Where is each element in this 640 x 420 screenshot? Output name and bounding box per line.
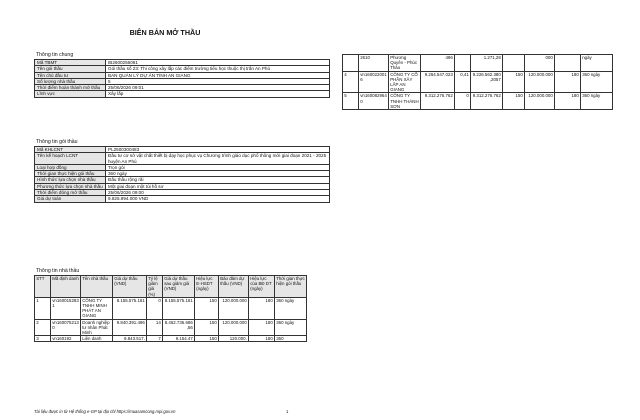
table-cell: CÔNG TY TNHH THÀNH SƠN bbox=[390, 93, 419, 109]
footer-text: Tài liệu được in từ Hệ thống e-GP tại địa chỉ https://muasamcong.mpi.gov.vn bbox=[34, 409, 176, 414]
col-header: Tỷ lệ giảm giá (%) bbox=[147, 276, 163, 298]
table-cell: 4 bbox=[343, 71, 359, 93]
general-label: Tên chủ đầu tư bbox=[35, 72, 106, 78]
table-cell: vn1600152831 bbox=[51, 297, 81, 319]
col-header: STT bbox=[35, 276, 51, 298]
col-header: Tên nhà thầu bbox=[81, 276, 113, 298]
table-cell bbox=[503, 55, 525, 72]
table-cell: 120.000.000 bbox=[219, 319, 249, 336]
general-heading: Thông tin chung bbox=[36, 52, 74, 58]
package-label: Giá dự toán bbox=[35, 196, 106, 202]
package-label: Mã KHLCNT bbox=[35, 147, 106, 153]
package-value: Một giai đoạn một túi hồ sơ bbox=[106, 183, 330, 189]
table-cell: 0,41 bbox=[455, 71, 471, 93]
table-cell: 9.264.547.023 bbox=[421, 71, 455, 93]
table-row bbox=[343, 93, 613, 110]
table-cell: vn1600829640 bbox=[359, 93, 389, 110]
table-cell: 150 bbox=[195, 336, 219, 342]
table-cell: 150 bbox=[195, 297, 219, 319]
table-cell: 9.840.391.496 bbox=[113, 319, 147, 336]
package-label: Thời gian thực hiện gói thầu bbox=[35, 171, 106, 177]
general-label: Mã TBMT bbox=[35, 60, 106, 66]
table-cell: 180 bbox=[249, 297, 275, 319]
package-label: Tên kế hoạch LCNT bbox=[35, 153, 106, 165]
package-value: Đấu thầu rộng rãi bbox=[106, 177, 330, 183]
package-heading: Thông tin gói thầu bbox=[36, 139, 78, 145]
table-cell: 360 ngày bbox=[275, 297, 307, 319]
table-cell: CÔNG TY CỔ PHẦN XÂY LẮP AN GIANG bbox=[389, 71, 421, 93]
table-cell: 9.154.47 bbox=[163, 336, 195, 342]
general-value: 5 bbox=[106, 78, 330, 84]
package-label: Thời điểm đóng mở thầu bbox=[35, 190, 106, 196]
general-value: BAN QUẢN LÝ DỰ ÁN TỈNH AN GIANG bbox=[106, 72, 330, 78]
table-cell: 180 bbox=[249, 319, 275, 336]
table-cell: 496 bbox=[421, 55, 455, 72]
package-value: 9.825.994.000 VND bbox=[106, 196, 330, 202]
table-cell: Doanh nghiệp tư nhân Phát Minh bbox=[81, 319, 113, 336]
bidders-cont-body bbox=[343, 55, 613, 110]
package-table bbox=[34, 146, 330, 203]
table-cell: 7 bbox=[147, 336, 163, 342]
package-value: Trọn gói bbox=[106, 164, 330, 170]
table-cell: 120.000.000 bbox=[219, 297, 249, 319]
table-cell: 9.843.517. bbox=[113, 336, 147, 342]
package-value: 25/06/2026 09:00 bbox=[106, 190, 330, 196]
table-cell: 9.312.276.762 bbox=[421, 93, 455, 110]
table-cell: Phương Quyên - Phúc Thảo bbox=[389, 55, 421, 72]
table-cell: 8.462.736.686,56 bbox=[163, 319, 195, 336]
table-row bbox=[35, 297, 307, 319]
col-header: Mã định danh bbox=[51, 276, 81, 298]
general-label: Tên gói thầu bbox=[35, 66, 106, 72]
table-cell: 180 bbox=[555, 71, 581, 93]
package-label: Phương thức lựa chọn nhà thầu bbox=[35, 183, 106, 189]
col-header: Thời gian thực hiện gói thầu bbox=[275, 276, 307, 298]
general-value: Gói thầu số 23: Thi công xây lắp các điểm trường tiểu học thuộc thị trấn An Phú bbox=[106, 66, 330, 72]
table-cell: 360 ngày bbox=[581, 71, 613, 93]
col-header: Hiệu lực E-HSDT (ngày) bbox=[195, 276, 219, 298]
table-cell: 14 bbox=[147, 319, 163, 336]
table-cell: 150 bbox=[195, 319, 219, 336]
package-value: Đầu tư cơ sở vật chất thiết bị dạy học phục vụ Chương trình giáo dục phổ thông mới giai đoạn 2021 - 2025 huyện An Phú bbox=[106, 153, 330, 165]
table-cell bbox=[555, 55, 581, 72]
table-cell: vn1600220016 bbox=[359, 71, 389, 93]
table-cell: 120.000. bbox=[219, 336, 249, 342]
table-row bbox=[343, 55, 613, 72]
table-row bbox=[35, 336, 307, 342]
table-cell: 1.271,28 bbox=[471, 55, 503, 72]
general-label: Số lượng nhà thầu bbox=[35, 78, 106, 84]
table-cell: 0 bbox=[455, 93, 471, 110]
table-cell: 2 bbox=[35, 319, 51, 336]
col-header: Giá dự thầu sau giảm giá (VND) bbox=[163, 276, 195, 298]
table-cell: 0 bbox=[147, 297, 163, 319]
table-cell: 180 bbox=[249, 336, 275, 342]
doc-title: BIÊN BẢN MỞ THẦU bbox=[129, 28, 201, 37]
table-cell: 150 bbox=[503, 93, 525, 110]
general-value: Xây lắp bbox=[106, 91, 330, 97]
table-cell: 3 bbox=[35, 336, 51, 342]
table-cell: 9.312.276.762 bbox=[471, 93, 503, 110]
table-cell: CÔNG TY TNHH MINH PHÁT AN GIANG bbox=[81, 297, 113, 319]
table-cell: 1 bbox=[35, 297, 51, 319]
bidders-table bbox=[34, 275, 307, 342]
table-cell: 000 bbox=[525, 55, 555, 72]
table-cell: 360 bbox=[275, 336, 307, 342]
table-cell: 5 bbox=[343, 93, 359, 110]
table-cell: 180 bbox=[555, 93, 581, 110]
bidders-cont-table bbox=[342, 54, 613, 110]
general-row bbox=[35, 91, 330, 97]
table-cell: 120.000.000 bbox=[525, 93, 555, 110]
table-cell: 9.226.562.380,2057 bbox=[471, 71, 503, 93]
page-number: 1 bbox=[286, 409, 289, 414]
table-cell: 360 ngày bbox=[275, 319, 307, 336]
table-cell: 150 bbox=[503, 71, 525, 93]
table-cell: Liên danh bbox=[81, 336, 113, 342]
table-cell: 8.155.575.181 bbox=[113, 297, 147, 319]
package-value: 360 ngày bbox=[106, 171, 330, 177]
general-value: IB2600256061 bbox=[106, 60, 330, 66]
general-value: 25/06/2026 09:01 bbox=[106, 85, 330, 91]
bidders-body bbox=[35, 297, 307, 342]
package-row bbox=[35, 196, 330, 202]
general-table bbox=[34, 59, 330, 98]
table-cell bbox=[343, 55, 359, 72]
table-cell: 8.155.575.181 bbox=[163, 297, 195, 319]
bidders-header-row bbox=[35, 276, 307, 298]
bidders-heading: Thông tin nhà thầu bbox=[36, 268, 80, 274]
package-label: Loại hợp đồng bbox=[35, 164, 106, 170]
table-row bbox=[35, 319, 307, 336]
package-value: PL2500300483 bbox=[106, 147, 330, 153]
table-cell: 2610 bbox=[359, 55, 389, 72]
package-label: Hình thức lựa chọn nhà thầu bbox=[35, 177, 106, 183]
table-cell: vn160192 bbox=[51, 336, 81, 342]
table-cell: 360 ngày bbox=[581, 93, 613, 110]
table-cell bbox=[455, 55, 471, 72]
col-header: Bảo đảm dự thầu (VND) bbox=[219, 276, 249, 298]
table-cell: ngày bbox=[581, 55, 613, 72]
general-label: Thời điểm hoàn thành mở thầu bbox=[35, 85, 106, 91]
col-header: Giá dự thầu (VND) bbox=[113, 276, 147, 298]
col-header: Hiệu lực của BĐ DT (ngày) bbox=[249, 276, 275, 298]
table-row bbox=[343, 71, 613, 93]
package-row bbox=[35, 153, 330, 165]
table-cell: 120.000.000 bbox=[525, 71, 555, 93]
general-label: Lĩnh vực bbox=[35, 91, 106, 97]
table-cell: vn1600752130 bbox=[51, 319, 81, 336]
